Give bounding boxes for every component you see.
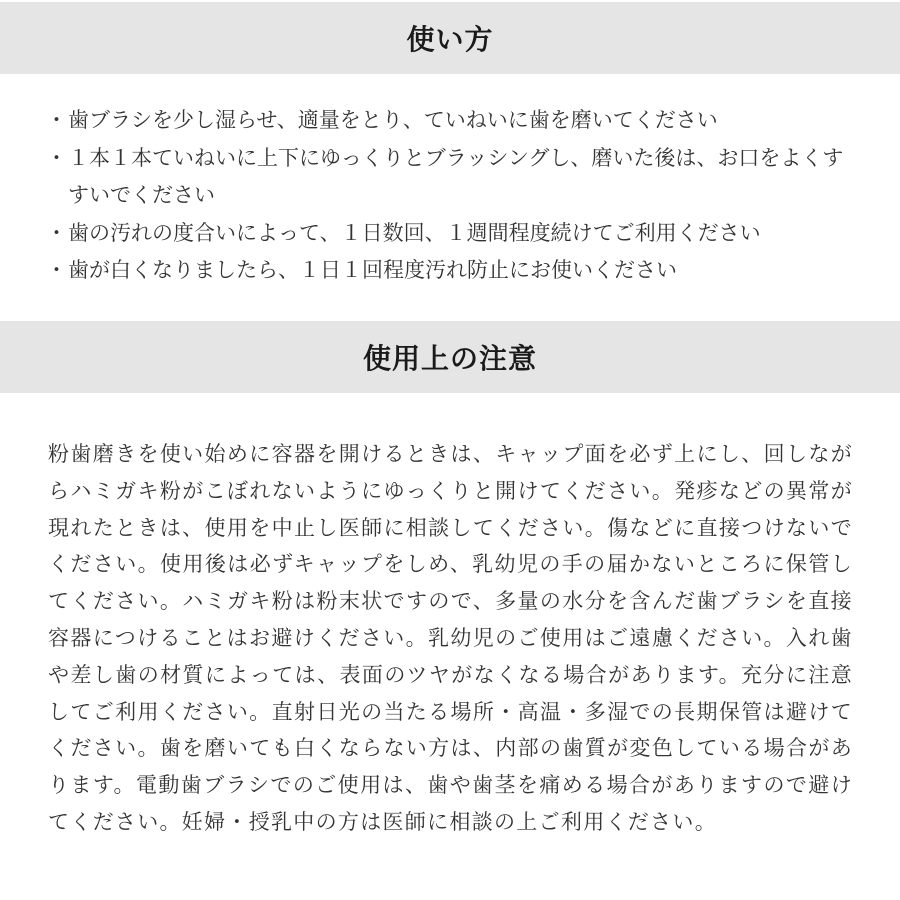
usage-section-header xyxy=(0,2,900,74)
caution-title: 使用上の注意 xyxy=(362,342,537,375)
usage-item: ・ 歯が白くなりましたら、１日１回程度汚れ防止にお使いください xyxy=(48,252,863,290)
usage-title: 使い方 xyxy=(406,23,494,56)
usage-list xyxy=(48,102,863,290)
caution-body: 粉歯磨きを使い始めに容器を開けるときは、キャップ面を必ず上にし、回しながらハミガキ粉がこぼれないようにゆっくりと開けてください。発疹などの異常が現れたときは、使用を中止し医師に相談してください。傷などに直接つけないでください。使用後は必ずキャップをしめ、乳幼児の手の届かないところに保管してください。ハミガキ粉は粉末状ですので、多量の水分を含んだ歯ブラシを直接容器につけることはお避けください。乳幼児のご使用はご遠慮ください。入れ歯や差し歯の材質によっては、表面のツヤがなくなる場合があります。充分に注意してご利用ください。直射日光の当たる場所・高温・多湿での長期保管は避けてください。歯を磨いても白くならない方は、内部の歯質が変色している場合があります。電動歯ブラシでのご使用は、歯や歯茎を痛める場合がありますので避けてください。妊婦・授乳中の方は医師に相談の上ご利用ください。 xyxy=(48,442,853,834)
usage-item: ・ 歯の汚れの度合いによって、１日数回、１週間程度続けてご利用ください xyxy=(48,215,863,253)
usage-item: ・ １本１本ていねいに上下にゆっくりとブラッシングし、磨いた後は、お口をよくすすいでください xyxy=(48,140,863,215)
caution-section-header xyxy=(0,321,900,393)
usage-item: ・ 歯ブラシを少し湿らせ、適量をとり、ていねいに歯を磨いてください xyxy=(48,102,863,140)
